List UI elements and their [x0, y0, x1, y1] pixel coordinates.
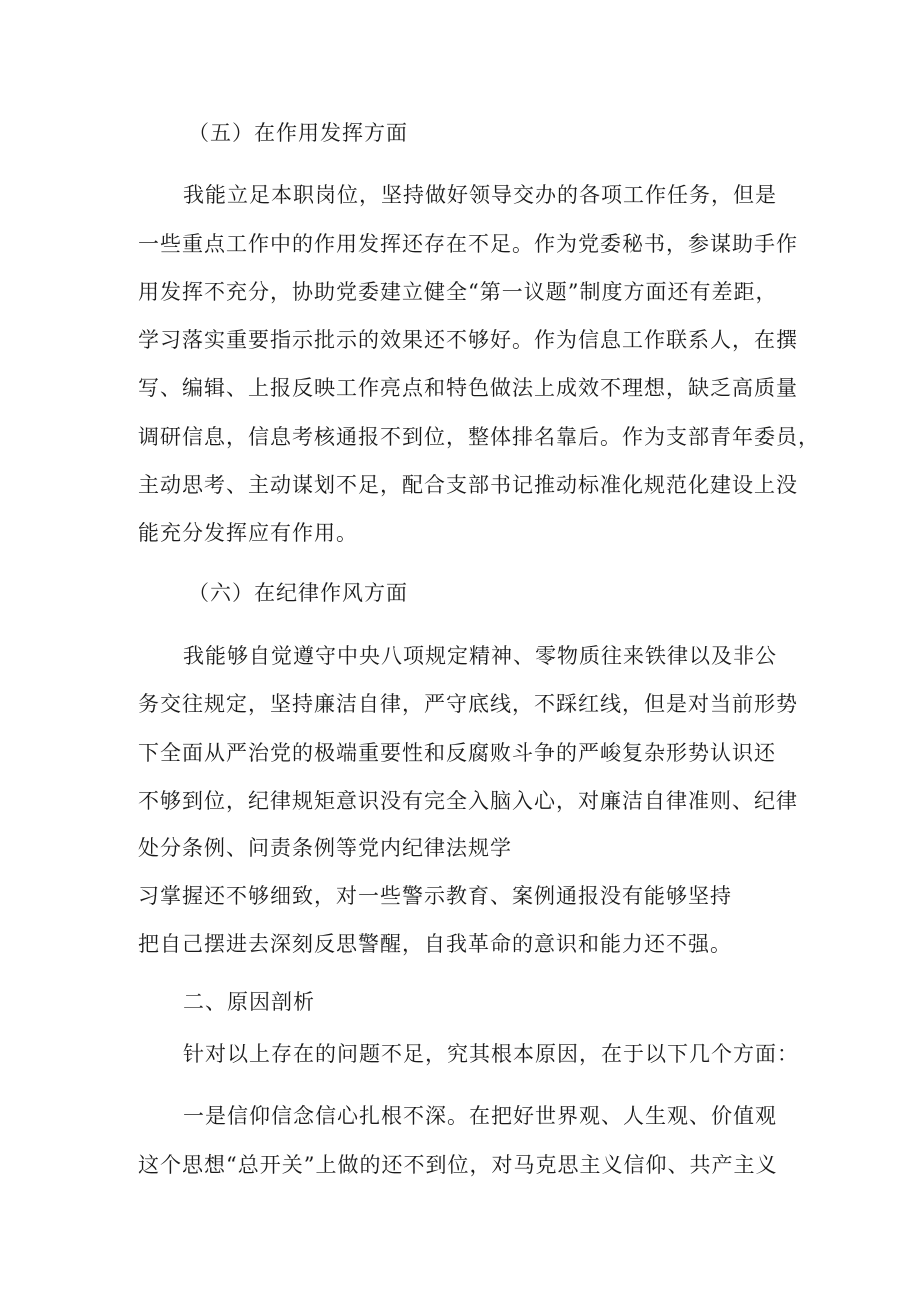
section-5-line-4: 学习落实重要指示批示的效果还不够好。作为信息工作联系人，在撰 — [138, 328, 798, 352]
part-2-heading: 二、原因剖析 — [183, 990, 315, 1014]
section-6-line-2: 务交往规定，坚持廉洁自律，严守底线，不踩红线，但是对当前形势 — [138, 692, 798, 716]
section-5-line-3: 用发挥不充分，协助党委建立健全“第一议题”制度方面还有差距， — [138, 280, 778, 304]
section-6-line-1: 我能够自觉遵守中央八项规定精神、零物质往来铁律以及非公 — [183, 644, 777, 668]
section-6-line-4: 不够到位，纪律规矩意识没有完全入脑入心，对廉洁自律准则、纪律 — [138, 789, 798, 813]
section-5-line-5: 写、编辑、上报反映工作亮点和特色做法上成效不理想，缺乏高质量 — [138, 376, 798, 400]
section-5-heading: （五）在作用发挥方面 — [188, 121, 408, 145]
section-6-line-6: 习掌握还不够细致，对一些警示教育、案例通报没有能够坚持 — [138, 884, 732, 908]
section-6-heading: （六）在纪律作风方面 — [188, 581, 408, 605]
section-6-line-3: 下全面从严治党的极端重要性和反腐败斗争的严峻复杂形势认识还 — [138, 741, 776, 765]
section-5-line-7: 主动思考、主动谋划不足，配合支部书记推动标准化规范化建设上没 — [138, 473, 798, 497]
section-6-line-5: 处分条例、问责条例等党内纪律法规学 — [138, 836, 512, 860]
section-5-line-6: 调研信息，信息考核通报不到位，整体排名靠后。作为支部青年委员， — [138, 425, 820, 449]
section-5-line-1: 我能立足本职岗位，坚持做好领导交办的各项工作任务，但是 — [183, 183, 777, 207]
part-2-line-2: 这个思想“总开关”上做的还不到位，对马克思主义信仰、共产主义 — [138, 1153, 778, 1177]
section-6-line-7: 把自己摆进去深刻反思警醒，自我革命的意识和能力还不强。 — [138, 932, 732, 956]
part-2-line-1: 一是信仰信念信心扎根不深。在把好世界观、人生观、价值观 — [183, 1104, 777, 1128]
section-5-line-2: 一些重点工作中的作用发挥还存在不足。作为党委秘书，参谋助手作 — [138, 232, 798, 256]
part-2-intro: 针对以上存在的问题不足，究其根本原因，在于以下几个方面： — [183, 1042, 799, 1066]
section-5-line-8: 能充分发挥应有作用。 — [138, 521, 358, 545]
